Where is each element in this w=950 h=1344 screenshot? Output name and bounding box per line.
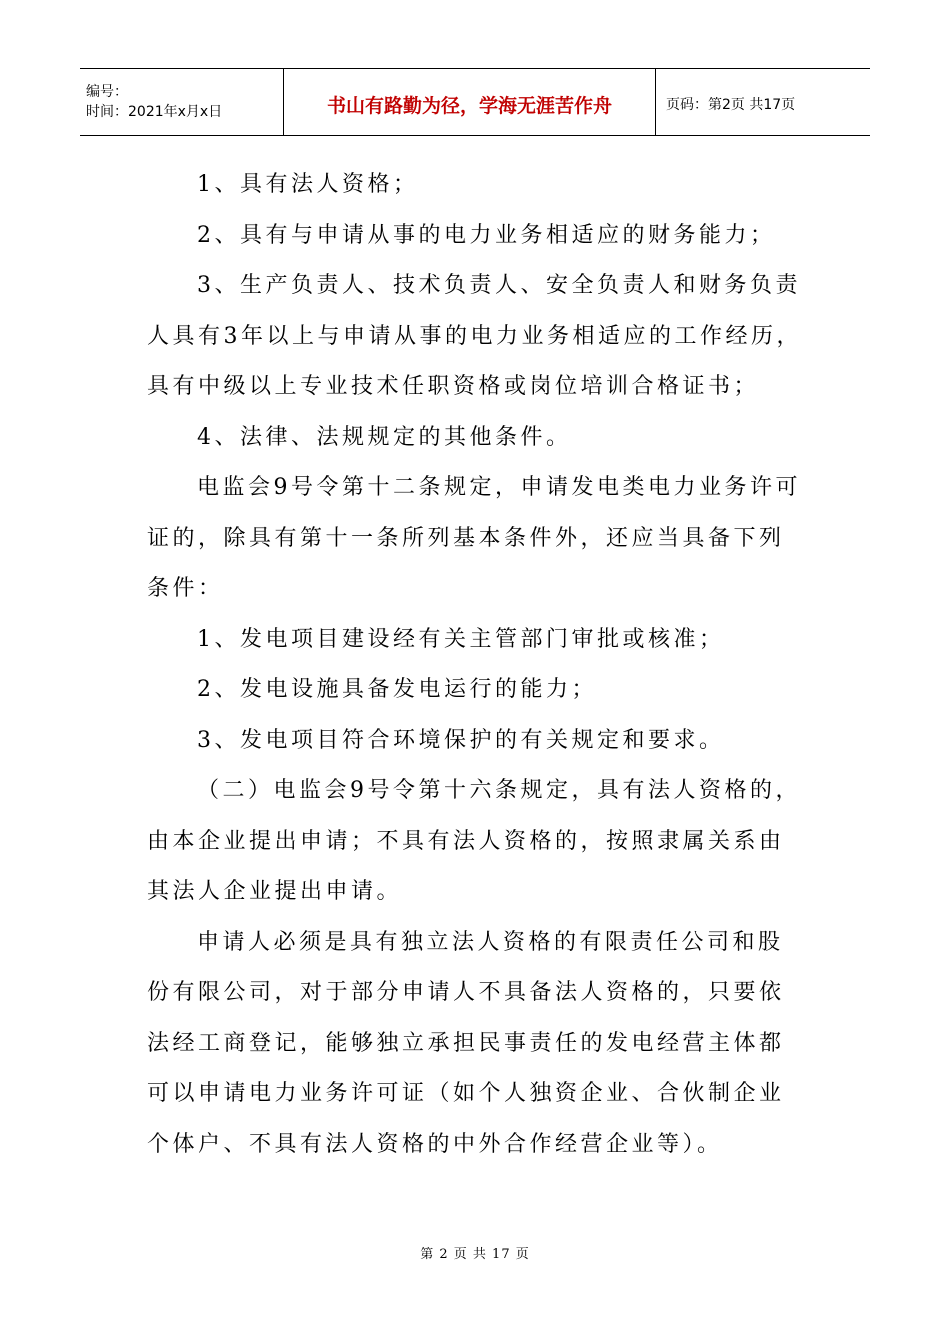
document-body xyxy=(147,160,810,1170)
text-line: 条件： xyxy=(147,576,224,601)
text-line: 其法人企业提出申请。 xyxy=(147,879,403,904)
text-line: 4、法律、法规规定的其他条件。 xyxy=(197,424,572,450)
text-line: 由本企业提出申请；不具有法人资格的，按照隶属关系由 xyxy=(147,828,785,854)
text-line: 个体户、不具有法人资格的中外合作经营企业等）。 xyxy=(147,1131,723,1157)
text-line: 3、生产负责人、技术负责人、安全负责人和财务负责 xyxy=(197,273,801,298)
text-line: 法经工商登记，能够独立承担民事责任的发电经营主体都 xyxy=(147,1030,785,1056)
text-line: 1、具有法人资格； xyxy=(197,172,419,197)
text-line: 2、具有与申请从事的电力业务相适应的财务能力； xyxy=(197,222,776,248)
text-line: 证的，除具有第十一条所列基本条件外，还应当具备下列 xyxy=(147,525,785,551)
header-meta xyxy=(80,69,284,135)
text-line: 2、发电设施具备发电运行的能力； xyxy=(197,677,597,702)
header-motto: 书山有路勤为径，学海无涯苦作舟 xyxy=(284,69,656,135)
header-page-info: 页码：第2页 共17页 xyxy=(666,97,796,113)
text-line: 份有限公司，对于部分申请人不具备法人资格的，只要依 xyxy=(147,980,785,1005)
text-line: 电监会9号令第十二条规定，申请发电类电力业务许可 xyxy=(197,475,801,500)
text-line: 具有中级以上专业技术任职资格或岗位培训合格证书； xyxy=(147,374,760,399)
page-footer: 第 2 页 共 17 页 xyxy=(420,1247,530,1262)
text-line: 3、发电项目符合环境保护的有关规定和要求。 xyxy=(197,727,725,753)
text-line: 申请人必须是具有独立法人资格的有限责任公司和股 xyxy=(197,929,784,955)
time-label: 时间：2021年x月x日 xyxy=(86,104,223,120)
text-line: （二）电监会9号令第十六条规定，具有法人资格的， xyxy=(197,778,801,803)
text-line: 可以申请电力业务许可证（如个人独资企业、合伙制企业 xyxy=(147,1081,785,1106)
page-header xyxy=(80,68,870,136)
text-line: 人具有3年以上与申请从事的电力业务相适应的工作经历， xyxy=(147,323,802,349)
number-label: 编号： xyxy=(86,84,128,100)
text-line: 1、发电项目建设经有关主管部门审批或核准； xyxy=(197,626,725,652)
